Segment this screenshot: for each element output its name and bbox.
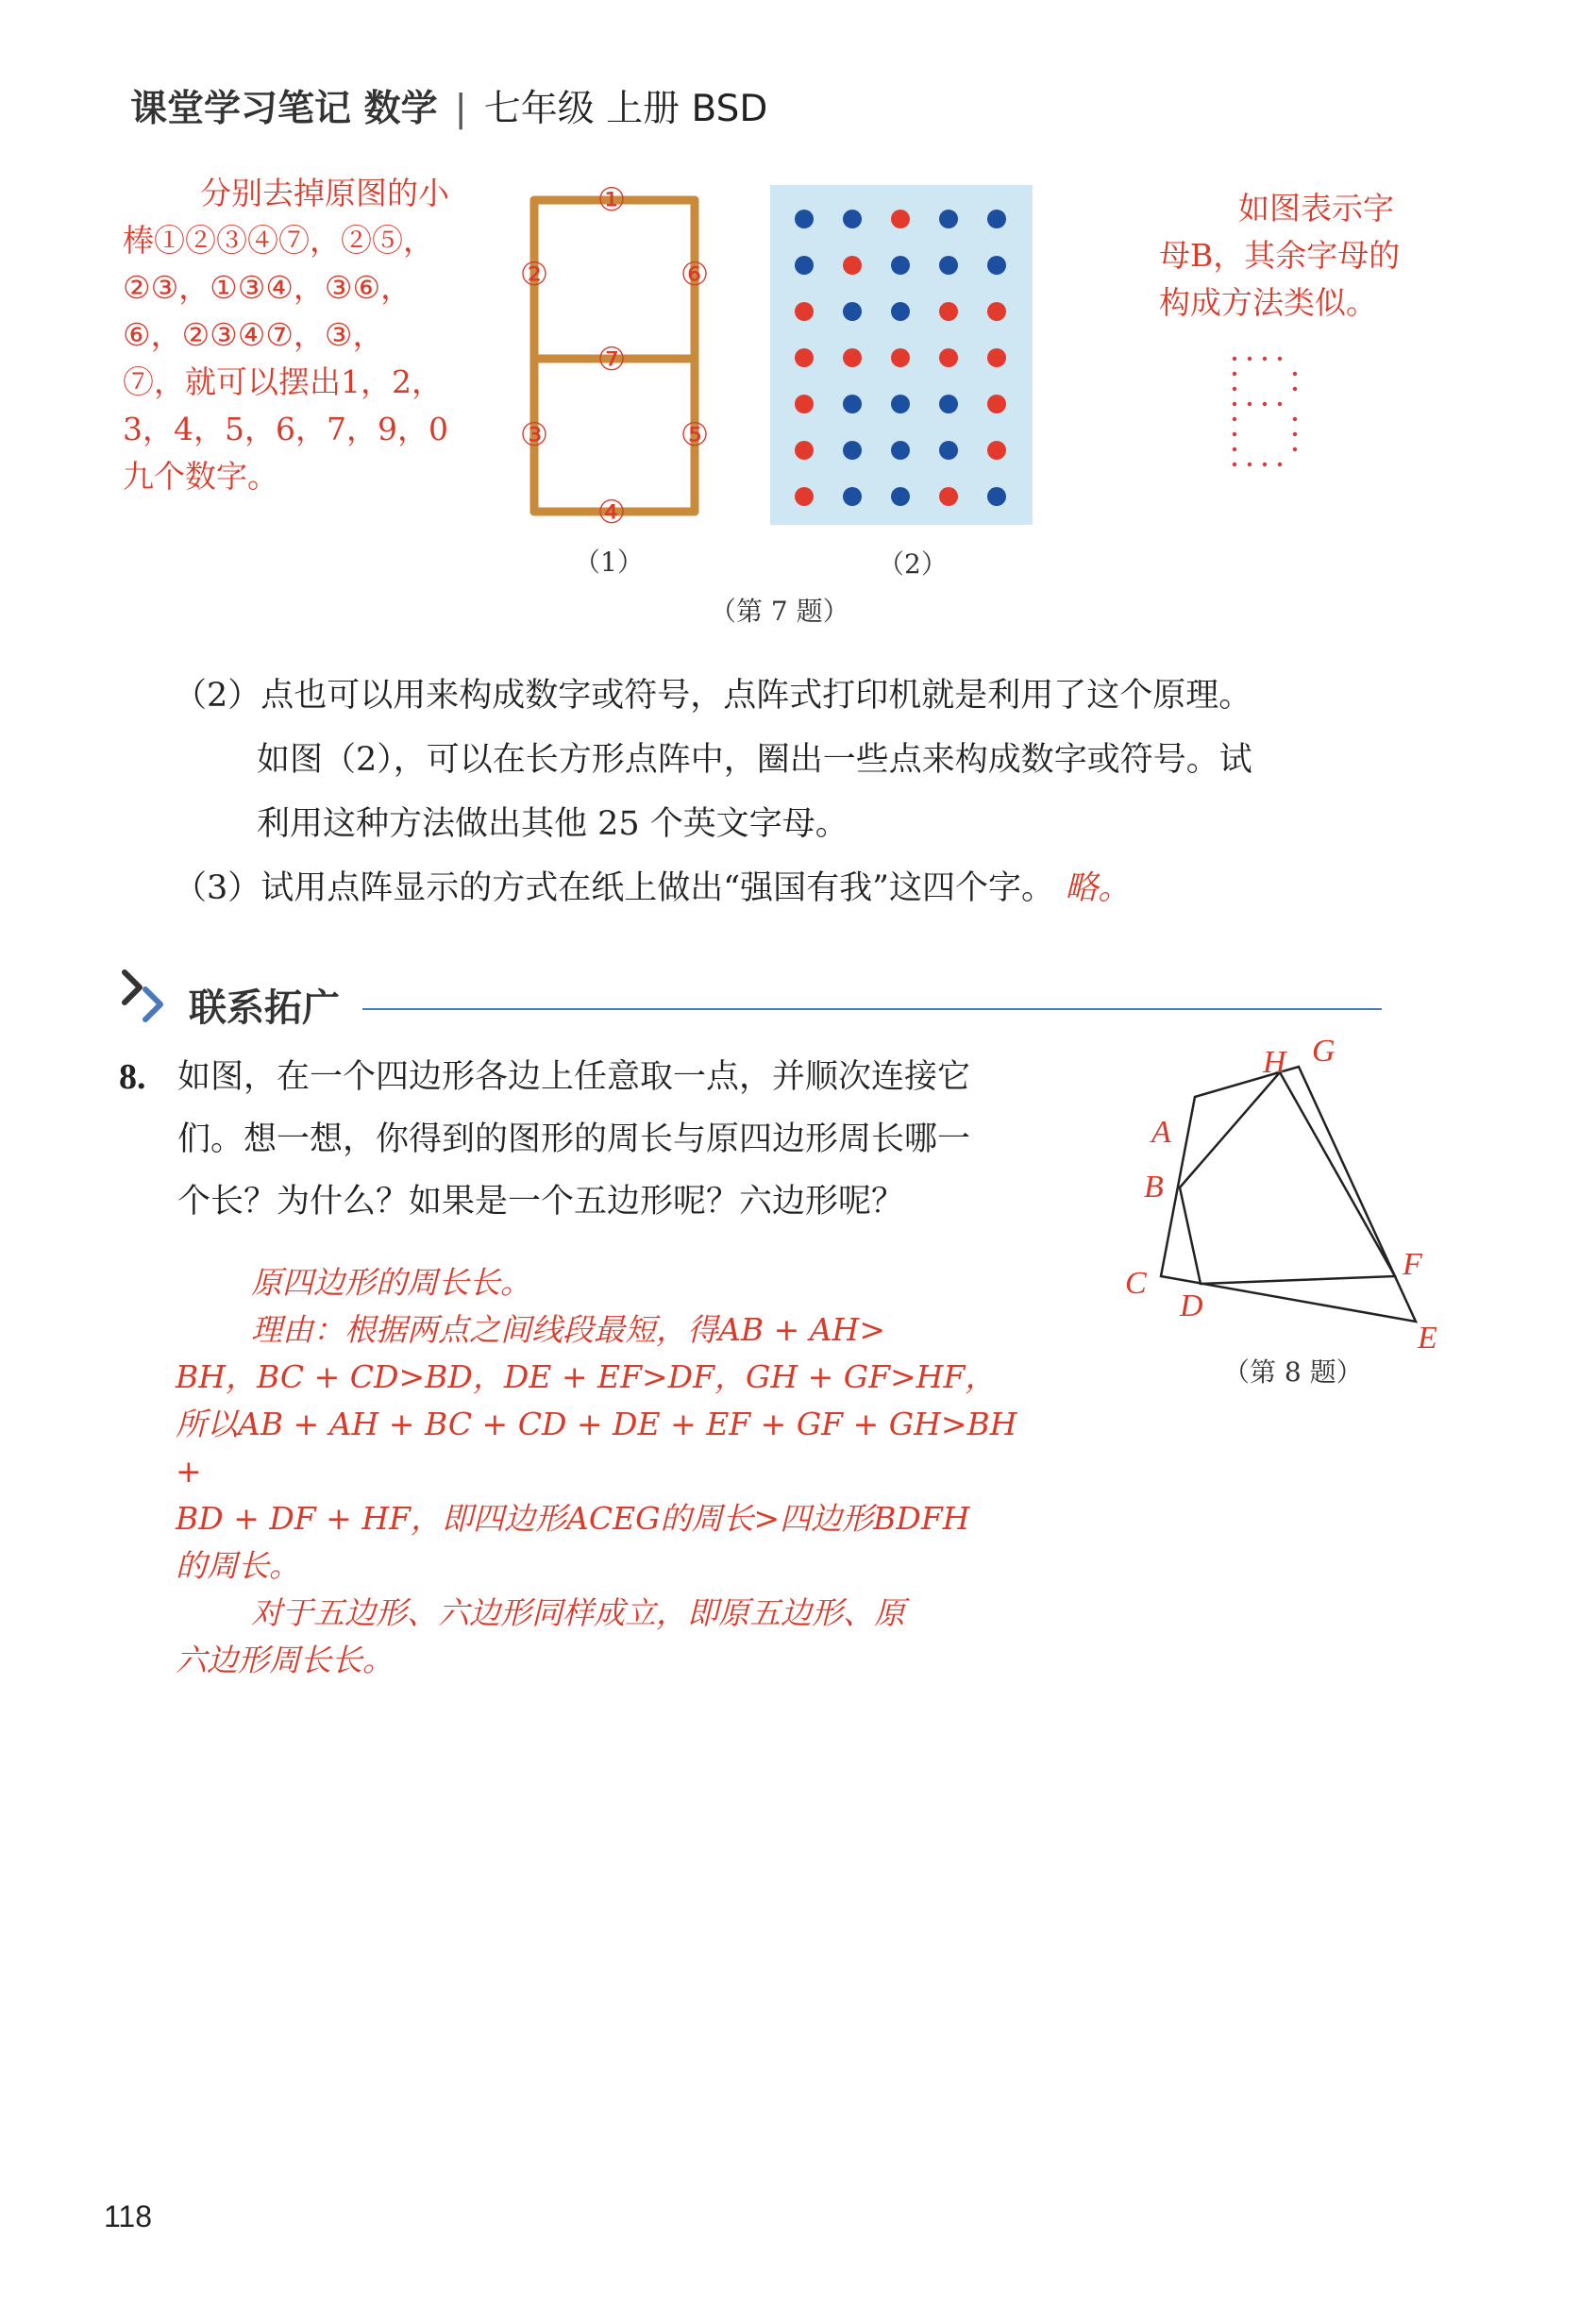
note-line: 3，4，5，6，7，9，0 xyxy=(123,411,448,447)
note-line: 分别去掉原图的小 xyxy=(200,175,449,211)
matrix-dot xyxy=(891,441,910,460)
matrix-dot xyxy=(987,302,1006,321)
inner-quadrilateral-bdfh xyxy=(1180,1072,1395,1284)
matrix-dot xyxy=(843,302,862,321)
matrix-dot xyxy=(987,348,1006,367)
q8-caption: （第 8 题） xyxy=(1223,1356,1363,1388)
matrix-dot xyxy=(795,395,814,413)
matrix-dot xyxy=(795,348,814,367)
stick-label-4: ④ xyxy=(596,494,627,529)
matrix-dot xyxy=(891,487,910,506)
q8-line: 如图，在一个四边形各边上任意取一点，并顺次连接它 xyxy=(177,1058,971,1096)
note-line: 棒①②③④⑦，②⑤， xyxy=(123,222,434,259)
matrix-dot xyxy=(843,210,862,228)
answer-line: BH，BC + CD>BD，DE + EF>DF，GH + GF>HF， xyxy=(176,1358,997,1395)
matrix-dot xyxy=(987,210,1006,228)
label-a: A xyxy=(1151,1115,1171,1150)
dot-matrix-figure xyxy=(770,185,1033,525)
label-e: E xyxy=(1418,1321,1437,1356)
matrix-dot xyxy=(843,348,862,367)
q8-line: 个长？为什么？如果是一个五边形呢？六边形呢？ xyxy=(177,1183,905,1221)
matrix-dot xyxy=(843,256,862,275)
matrix-dot xyxy=(939,210,958,228)
section-rule xyxy=(362,1008,1382,1010)
section-title: 联系拓广 xyxy=(189,986,340,1030)
note-line: ②③，①③④，③⑥， xyxy=(123,269,412,306)
q7-right-note xyxy=(1159,185,1442,327)
book-subtitle: 七年级 上册 BSD xyxy=(483,88,768,130)
answer-line: 所以AB + AH + BC + CD + DE + EF + GF + GH>BH + xyxy=(176,1406,1017,1490)
matrix-dot xyxy=(939,348,958,367)
label-c: C xyxy=(1125,1266,1147,1301)
matrix-dot xyxy=(843,487,862,506)
header-separator: | xyxy=(454,88,467,130)
note-line: ⑦，就可以摆出1，2， xyxy=(123,363,443,400)
stick-label-1: ① xyxy=(596,181,627,219)
matrix-dot xyxy=(939,302,958,321)
fig1-caption: （1） xyxy=(574,547,644,578)
q7-part3-answer: 略。 xyxy=(1065,869,1132,907)
matrix-dot xyxy=(795,256,814,275)
matrix-dot xyxy=(795,302,814,321)
page-number: 118 xyxy=(104,2199,153,2233)
matrix-dot xyxy=(795,487,814,506)
matrix-dot xyxy=(891,395,910,413)
answer-line: 理由：根据两点之间线段最短，得AB + AH> xyxy=(251,1311,885,1348)
q7-part2-line: 利用这种方法做出其他 25 个英文字母。 xyxy=(257,805,848,843)
q7-part3-text: （3）试用点阵显示的方式在纸上做出“强国有我”这四个字。 xyxy=(174,869,1055,907)
matrix-dot xyxy=(843,441,862,460)
q7-part3 xyxy=(174,859,1131,918)
book-title: 课堂学习笔记 数学 xyxy=(130,88,438,130)
answer-line: 原四边形的周长长。 xyxy=(251,1264,531,1301)
q7-caption: （第 7 题） xyxy=(710,596,849,627)
matrix-dot xyxy=(987,256,1006,275)
stick-label-2: ② xyxy=(519,256,549,294)
matrix-dot xyxy=(939,487,958,506)
matrix-dot xyxy=(987,487,1006,506)
answer-line: 的周长。 xyxy=(176,1547,300,1584)
outer-quadrilateral-aceg xyxy=(1161,1067,1416,1322)
matrix-dot xyxy=(939,256,958,275)
section-chevron-icon xyxy=(117,967,177,1025)
fig2-caption: （2） xyxy=(878,548,948,580)
matrix-dot xyxy=(987,395,1006,413)
label-h: H xyxy=(1263,1045,1286,1080)
note-line: 九个数字。 xyxy=(123,458,278,495)
matrix-dot xyxy=(891,210,910,228)
matrix-dot xyxy=(891,348,910,367)
label-g: G xyxy=(1312,1034,1336,1069)
matrix-dot xyxy=(891,302,910,321)
matrix-dot xyxy=(795,210,814,228)
matrix-dot xyxy=(987,441,1006,460)
answer-line: BD + DF + HF，即四边形ACEG的周长>四边形BDFH xyxy=(176,1500,970,1537)
q8-answer xyxy=(176,1259,1025,1684)
note-line: ⑥，②③④⑦，③， xyxy=(123,316,384,353)
matrix-dot xyxy=(891,256,910,275)
answer-line: 六边形周长长。 xyxy=(176,1642,394,1678)
stick-label-5: ⑤ xyxy=(680,416,710,454)
label-d: D xyxy=(1180,1289,1203,1323)
q7-part2-line: 如图（2），可以在长方形点阵中，圈出一些点来构成数字或符号。试 xyxy=(257,741,1252,779)
q8-line: 们。想一想，你得到的图形的周长与原四边形周长哪一 xyxy=(177,1120,971,1158)
matrix-dot xyxy=(939,441,958,460)
note-line: 母B，其余字母的 xyxy=(1159,237,1401,274)
q8-number: 8. xyxy=(119,1057,146,1097)
matrix-dot xyxy=(939,395,958,413)
matchstick-figure xyxy=(517,179,725,529)
matrix-dot xyxy=(843,395,862,413)
label-b: B xyxy=(1144,1170,1164,1205)
note-line: 构成方法类似。 xyxy=(1159,284,1377,321)
q7-part2-line: （2）点也可以用来构成数字或符号，点阵式打印机就是利用了这个原理。 xyxy=(174,677,1252,715)
stick-label-7: ⑦ xyxy=(596,341,627,379)
stick-label-3: ③ xyxy=(519,416,549,454)
quadrilateral-figure xyxy=(1112,1029,1470,1359)
matrix-dot xyxy=(795,441,814,460)
letter-b-dot-sketch xyxy=(1225,355,1310,472)
note-line: 如图表示字 xyxy=(1238,190,1394,227)
label-f: F xyxy=(1403,1247,1422,1282)
page-header xyxy=(130,79,767,132)
answer-line: 对于五边形、六边形同样成立，即原五边形、原 xyxy=(251,1594,905,1631)
stick-label-6: ⑥ xyxy=(680,256,710,294)
q7-left-note xyxy=(123,170,491,500)
